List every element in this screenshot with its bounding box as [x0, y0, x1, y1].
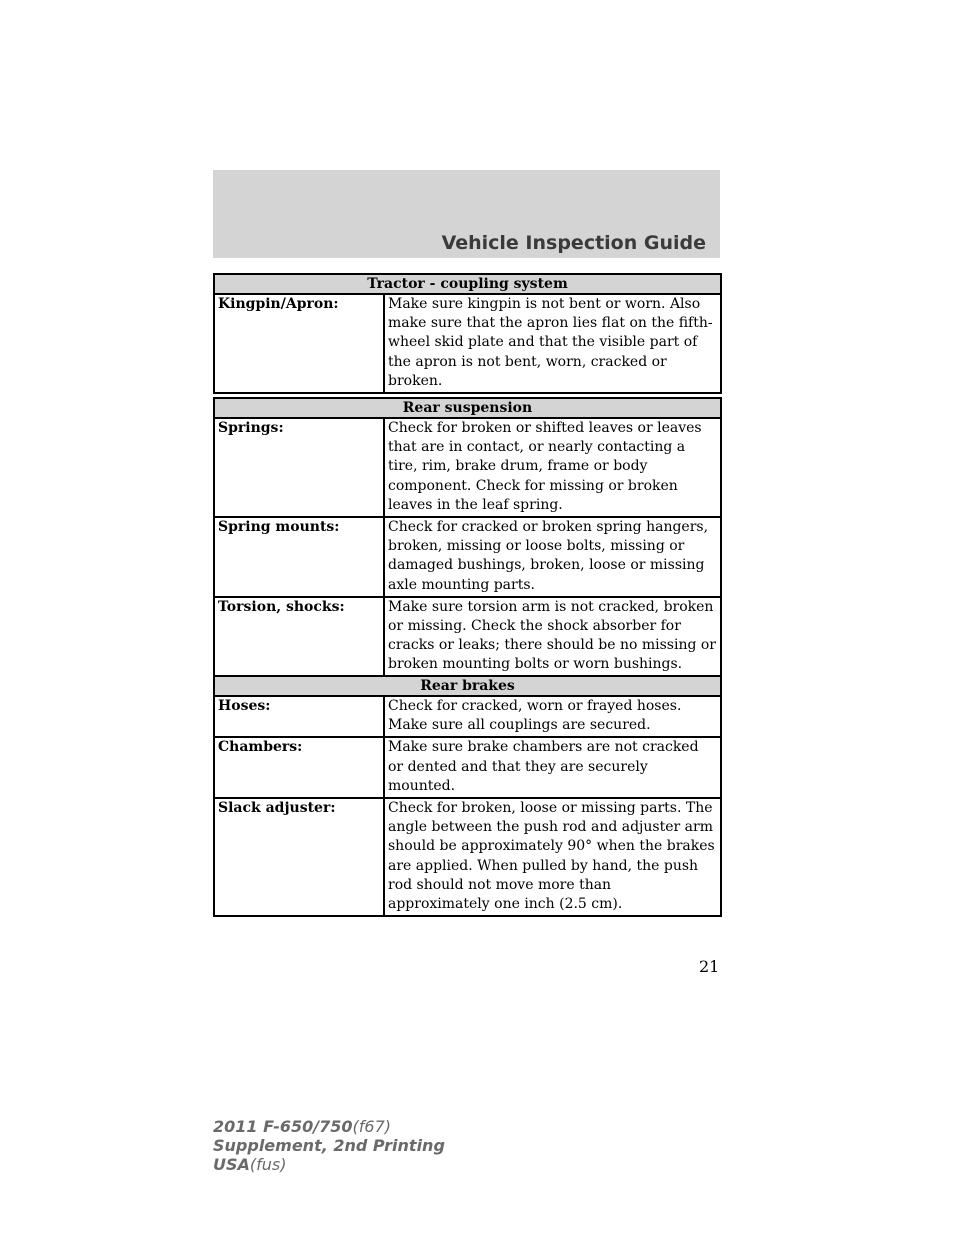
- row-label: Torsion, shocks:: [214, 597, 384, 677]
- section-title: Rear brakes: [214, 676, 721, 696]
- footer: [213, 1117, 445, 1174]
- rear-brakes-table: [213, 675, 722, 917]
- row-label: Spring mounts:: [214, 517, 384, 597]
- row-text: Make sure brake chambers are not cracked or dented and that they are securely mounted.: [384, 737, 721, 798]
- footer-line-2: Supplement, 2nd Printing: [213, 1136, 445, 1155]
- section-title: Rear suspension: [214, 398, 721, 418]
- table-header-row: [214, 398, 721, 418]
- row-label: Slack adjuster:: [214, 798, 384, 916]
- page-header-title: Vehicle Inspection Guide: [441, 232, 706, 254]
- row-text: Make sure torsion arm is not cracked, broken or missing. Check the shock absorber for cracks or leaks; there should be no missing or broken mounting bolts or worn bushings.: [384, 597, 721, 677]
- footer-line-1: [213, 1117, 445, 1136]
- table-row: [214, 418, 721, 517]
- section-title: Tractor - coupling system: [214, 274, 721, 294]
- table-header-row: [214, 274, 721, 294]
- table-header-row: [214, 676, 721, 696]
- table-row: [214, 517, 721, 597]
- footer-model-code: (f67): [352, 1117, 391, 1136]
- header-band: [213, 170, 720, 258]
- row-text: Make sure kingpin is not bent or worn. Also make sure that the apron lies flat on the fifth-wheel skid plate and that the visible part of the apron is not bent, worn, cracked or broken.: [384, 294, 721, 393]
- footer-line-3: [213, 1155, 445, 1174]
- footer-region: USA: [213, 1155, 250, 1174]
- row-label: Hoses:: [214, 696, 384, 737]
- row-text: Check for cracked, worn or frayed hoses. Make sure all couplings are secured.: [384, 696, 721, 737]
- row-label: Springs:: [214, 418, 384, 517]
- table-row: [214, 737, 721, 798]
- row-label: Kingpin/Apron:: [214, 294, 384, 393]
- row-text: Check for cracked or broken spring hangers, broken, missing or loose bolts, missing or damaged bushings, broken, loose or missing axle mounting parts.: [384, 517, 721, 597]
- row-text: Check for broken or shifted leaves or leaves that are in contact, or nearly contacting a tire, rim, brake drum, frame or body component. Check for missing or broken leaves in the leaf spring.: [384, 418, 721, 517]
- page-number: 21: [699, 957, 720, 976]
- table-row: [214, 798, 721, 916]
- footer-model: 2011 F-650/750: [213, 1117, 353, 1136]
- table-row: [214, 696, 721, 737]
- footer-region-code: (fus): [249, 1155, 287, 1174]
- table-row: [214, 597, 721, 677]
- table-row: [214, 294, 721, 393]
- row-label: Chambers:: [214, 737, 384, 798]
- rear-suspension-table: [213, 397, 722, 678]
- coupling-system-table: [213, 273, 722, 394]
- row-text: Check for broken, loose or missing parts. The angle between the push rod and adjuster arm should be approximately 90° when the brakes are applied. When pulled by hand, the push rod should not move more than approximately one inch (2.5 cm).: [384, 798, 721, 916]
